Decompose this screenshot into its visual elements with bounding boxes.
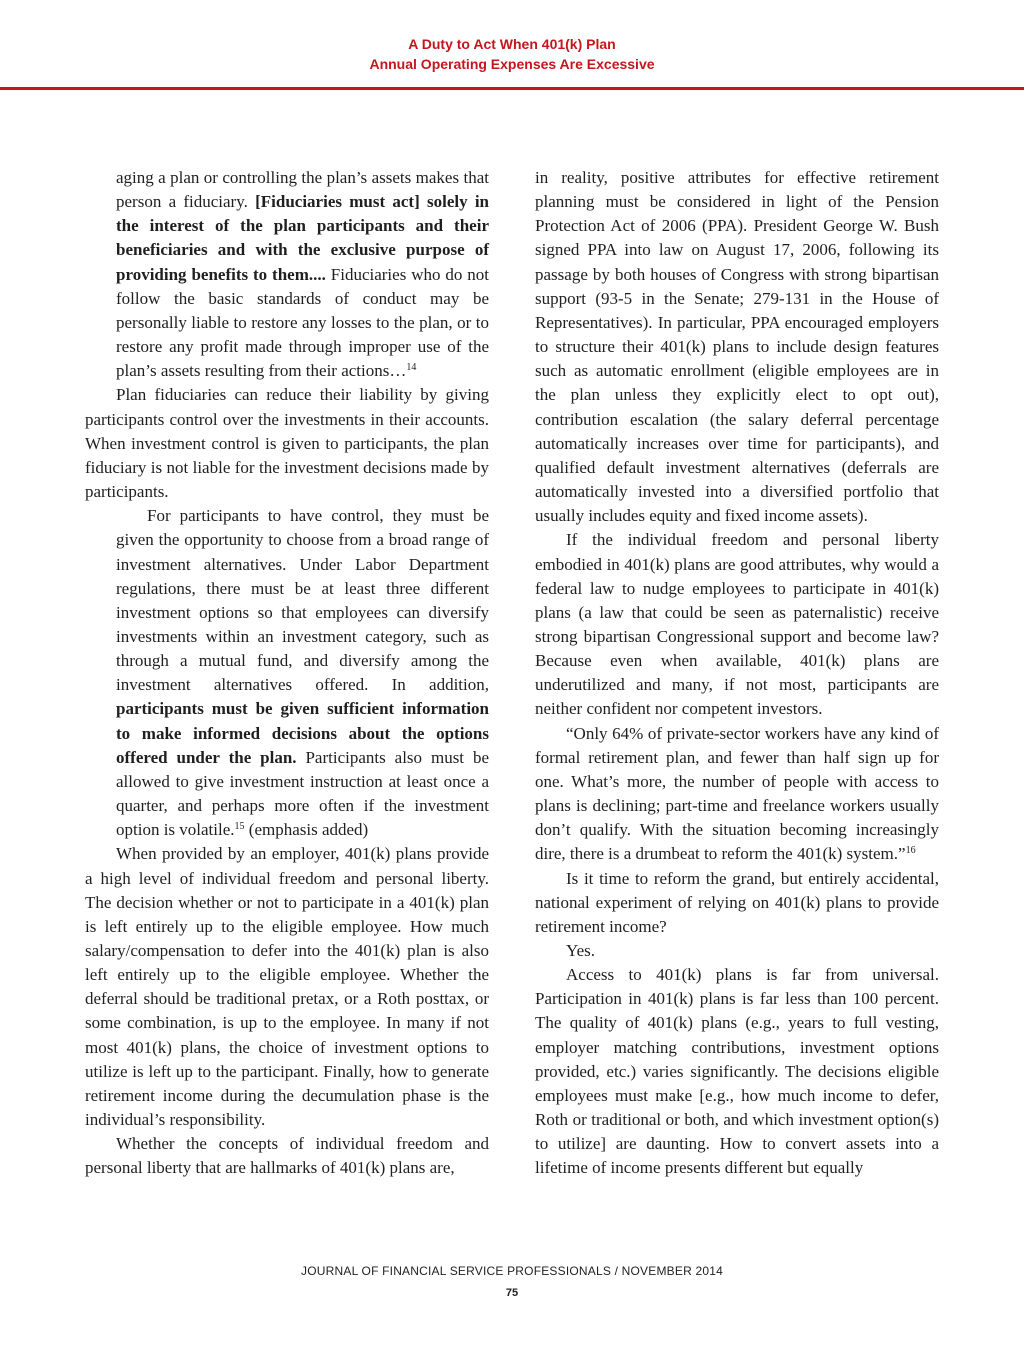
journal-citation: JOURNAL OF FINANCIAL SERVICE PROFESSIONALS / NOVEMBER 2014	[301, 1264, 723, 1278]
paragraph: Access to 401(k) plans is far from universal. Participation in 401(k) plans is far less than 100 percent. The quality of 401(k) plans (e.g., years to full vesting, employer matching contributions, investment options provided, etc.) varies significantly. The decisions eligible employees must make [e.g., how much income to defer, Roth or traditional or both, and which investment option(s) to utilize] are daunting. How to convert assets into a lifetime of income presents different but equally	[535, 965, 939, 1178]
header-rule	[0, 87, 1024, 90]
paragraph-quotation	[535, 722, 939, 867]
running-header	[0, 34, 1024, 74]
quote-text: Fiduciaries who do not follow the basic standards of conduct may be personally liable to restore any losses to the plan, or to restore any profit made through improper use of the plan’s assets resulting from their actions…	[116, 264, 489, 381]
paragraph: in reality, positive attributes for effective retirement planning must be considered in light of the Pension Protection Act of 2006 (PPA). President George W. Bush signed PPA into law on August 17, 2006, following its passage by both houses of Congress with strong bipartisan support (93-5 in the Senate; 279-131 in the House of Representatives). In particular, PPA encouraged employers to structure their 401(k) plans to include design features such as automatic enrollment (eligible employees are in the plan unless they explicitly elect to opt out), contribution escalation (the salary deferral percentage automatically increases over time for participants), and qualified default investment alternatives (deferrals are automatically invested into a diversified portfolio that usually includes equity and fixed income assets).	[535, 168, 939, 526]
quote-text: For participants to have control, they must be given the opportunity to choose from a broad range of investment alternatives. Under Labor Department regulations, there must be at least three different investment options so that employees can diversify investments within an investment category, such as through a mutual fund, and diversify among the investment alternatives offered. In addition,	[116, 506, 489, 695]
right-column	[535, 166, 939, 1181]
footnote-ref-14: 14	[406, 362, 417, 374]
quote-text: (emphasis added)	[244, 820, 369, 840]
paragraph: When provided by an employer, 401(k) plans provide a high level of individual freedom and personal liberty. The decision whether or not to participate in a 401(k) plan is left entirely up to the eligible employee. How much salary/compensation to defer into the 401(k) plan is also left entirely up to the eligible employee. Whether the deferral should be traditional pretax, or a Roth posttax, or some combination, is up to the employee. In many if not most 401(k) plans, the choice of investment options to utilize is left up to the participant. Finally, how to generate retirement income during the decumulation phase is the individual’s responsibility.	[85, 844, 489, 1130]
paragraph: If the individual freedom and personal liberty embodied in 401(k) plans are good attributes, why would a federal law to nudge employees to participate in 401(k) plans (a law that could be seen as paternalistic) receive strong bipartisan Congressional support and become law? Because even when available, 401(k) plans are underutilized and many, if not most, participants are neither confident nor competent investors.	[535, 530, 939, 719]
header-title-line-1: A Duty to Act When 401(k) Plan	[408, 36, 616, 52]
paragraph: Is it time to reform the grand, but entirely accidental, national experiment of relying on 401(k) plans to provide retirement income?	[535, 868, 939, 936]
left-column	[85, 166, 489, 1181]
page-footer	[0, 1263, 1024, 1303]
quote-text: Participants also must be allowed to give investment instruction at least once a quarter, and perhaps more often if the investment option is volatile.	[116, 747, 489, 840]
block-quote-fiduciary-standards	[116, 166, 489, 383]
header-title-line-2: Annual Operating Expenses Are Excessive	[369, 56, 655, 72]
footnote-ref-15: 15	[234, 821, 245, 833]
quote-text: aging a plan or controlling the plan’s assets makes that person a fiduciary.	[116, 168, 489, 212]
paragraph: Plan fiduciaries can reduce their liability by giving participants control over the investments in their accounts. When investment control is given to participants, the plan fiduciary is not liable for the investment decisions made by participants.	[85, 385, 489, 502]
block-quote-participant-control	[116, 504, 489, 842]
quote-emphasis: [Fiduciaries must act] solely in the interest of the plan participants and their beneficiaries and with the exclusive purpose of providing benefits to them....	[116, 192, 490, 284]
page-number: 75	[505, 1287, 519, 1299]
quote-text: “Only 64% of private-sector workers have any kind of formal retirement plan, and fewer than half sign up for one. What’s more, the number of people with access to plans is declining; part-time and freelance workers usually don’t qualify. With the situation becoming increasingly dire, there is a drumbeat to reform the 401(k) system.”	[535, 723, 939, 864]
footnote-ref-16: 16	[905, 845, 916, 857]
paragraph: Yes.	[566, 941, 595, 960]
paragraph: Whether the concepts of individual freedom and personal liberty that are hallmarks of 401(k) plans are,	[85, 1134, 489, 1178]
quote-emphasis: participants must be given sufficient information to make informed decisions about the options offered under the plan.	[116, 699, 489, 767]
